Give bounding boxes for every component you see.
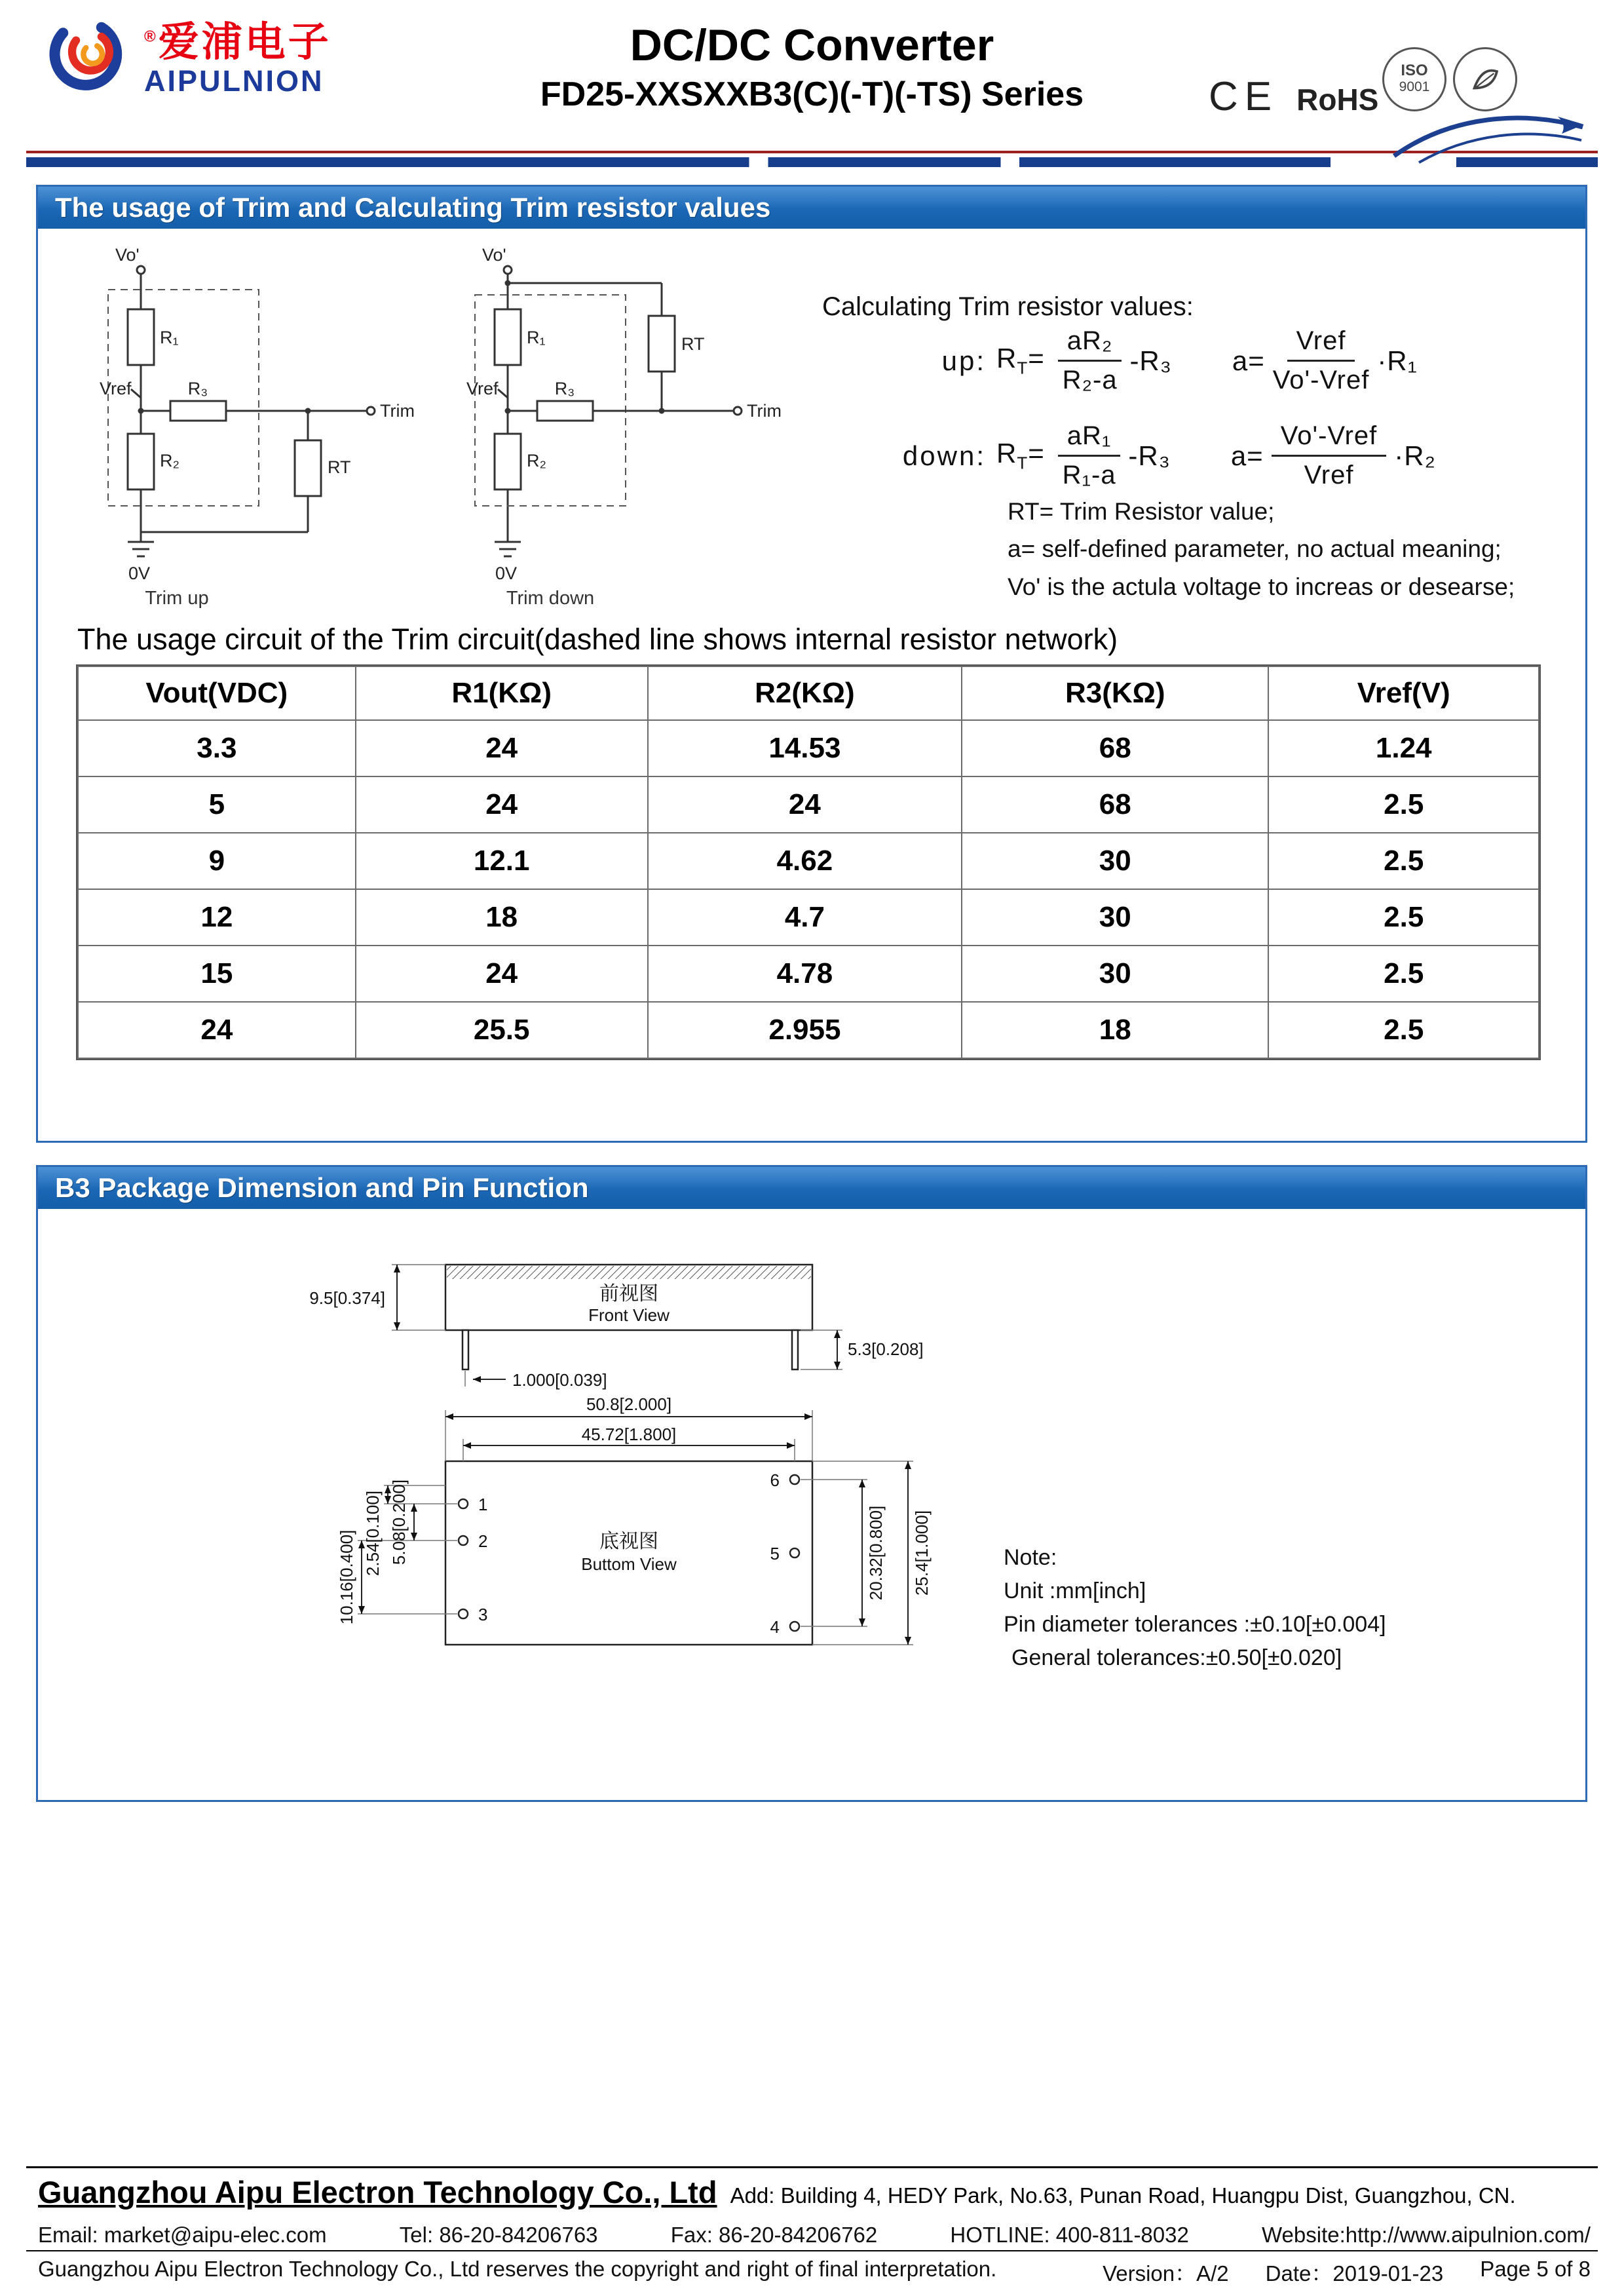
formula-down-lhs: $R_T=$ — [996, 438, 1045, 473]
note-line: General tolerances:±0.50[±0.020] — [1011, 1645, 1342, 1670]
circuit-up-vref-label: Vref — [100, 379, 132, 398]
iso9001-badge: ISO 9001 — [1382, 47, 1446, 111]
formula-up-tail1: -R₃ — [1129, 345, 1172, 376]
table-cell: 25.5 — [356, 1002, 648, 1058]
leaf-icon — [1465, 60, 1505, 99]
formula-up-frac1: $\frac{\text{aR₂}}{\text{R₂-a}}$ — [1058, 326, 1122, 395]
footer-copyright: Guangzhou Aipu Electron Technology Co., Ltd reserves the copyright and right of final interpretation. — [38, 2257, 997, 2281]
table-cell: 4.7 — [648, 889, 962, 946]
circuit-up-r1-label: R₁ — [160, 328, 179, 347]
table-cell: 24 — [648, 776, 962, 833]
calc-title: Calculating Trim resistor values: — [822, 292, 1194, 321]
table-cell: 2.5 — [1268, 833, 1539, 889]
pin-number-5: 5 — [770, 1544, 780, 1563]
document-title-block — [0, 20, 1624, 114]
brand-name-cn: ®爱浦电子 — [144, 20, 331, 66]
formula-note: Vo' is the actula voltage to increas or desearse; — [1008, 573, 1515, 600]
formula-note: RT= Trim Resistor value; — [1008, 498, 1275, 525]
footer-date: Date：2019-01-23 — [1265, 2261, 1444, 2286]
note-line: Unit :mm[inch] — [1004, 1578, 1146, 1603]
table-row — [78, 776, 1539, 833]
footer-address: Add: Building 4, HEDY Park, No.63, Punan Road, Huangpu Dist, Guangzhou, CN. — [730, 2183, 1516, 2208]
circuit-up-r3-label: R₃ — [187, 379, 208, 398]
pin-number-4: 4 — [770, 1617, 780, 1637]
footer-tel: Tel: 86-20-84206763 — [399, 2223, 598, 2247]
footer-page-number: Page 5 of 8 — [1480, 2257, 1591, 2281]
formula-up-a-eq: a= — [1232, 345, 1265, 376]
package-dimension-drawing — [249, 1245, 1166, 1789]
formula-down-frac2: $\frac{\text{Vo'-Vref}}{\text{Vref}}$ — [1272, 421, 1387, 490]
trim-formulas — [865, 326, 1436, 490]
note-title: Note: — [1004, 1545, 1057, 1570]
dim-pin-length: 5.3[0.208] — [848, 1339, 924, 1359]
formula-note: a= self-defined parameter, no actual meaning; — [1008, 535, 1501, 563]
circuit-down-gnd-label: 0V — [495, 564, 518, 583]
footer-website: Website:http://www.aipulnion.com/ — [1262, 2223, 1591, 2247]
circuit-up-rt-label: RT — [328, 457, 351, 477]
formula-up-frac2: $\frac{\text{Vref}}{\text{Vo'-Vref}}$ — [1272, 326, 1370, 394]
formula-down-a-eq: a= — [1230, 440, 1264, 471]
table-cell: 68 — [962, 720, 1268, 776]
circuit-up-caption: Trim up — [145, 588, 209, 609]
jet-swoosh-icon — [1389, 98, 1592, 174]
formula-down-tail1: -R₃ — [1128, 440, 1171, 471]
table-cell: 9 — [78, 833, 356, 889]
circuit-down-r3-label: R₃ — [554, 379, 575, 398]
formula-down — [865, 421, 1436, 490]
rohs-label: RoHS — [1296, 83, 1379, 117]
formula-down-prefix: down: — [902, 440, 986, 471]
table-cell: 30 — [962, 833, 1268, 889]
table-cell: 30 — [962, 889, 1268, 946]
table-caption: The usage circuit of the Trim circuit(dashed line shows internal resistor network) — [77, 622, 1118, 656]
table-cell: 24 — [356, 946, 648, 1002]
trim-circuits-diagram — [92, 244, 845, 611]
table-header: R3(KΩ) — [962, 666, 1268, 720]
table-cell: 24 — [356, 776, 648, 833]
table-cell: 1.24 — [1268, 720, 1539, 776]
certification-marks — [1209, 73, 1378, 120]
section-trim-header: The usage of Trim and Calculating Trim resistor values — [38, 187, 1585, 229]
table-header: Vref(V) — [1268, 666, 1539, 720]
footer-company-name: Guangzhou Aipu Electron Technology Co., Ltd — [38, 2175, 717, 2210]
footer-divider-top — [26, 2166, 1598, 2168]
dim-right-inner: 20.32[0.800] — [866, 1505, 886, 1601]
table-cell: 68 — [962, 776, 1268, 833]
table-row — [78, 889, 1539, 946]
circuit-up-vo-label: Vo' — [115, 245, 140, 265]
formula-up — [865, 326, 1436, 395]
formula-notes — [1008, 493, 1515, 605]
footer-fax: Fax: 86-20-84206762 — [670, 2223, 878, 2247]
table-row — [78, 833, 1539, 889]
table-cell: 15 — [78, 946, 356, 1002]
trim-down-circuit — [466, 245, 782, 609]
table-cell: 24 — [78, 1002, 356, 1058]
dim-left-inner: 5.08[0.200] — [389, 1479, 409, 1565]
circuit-down-vref-label: Vref — [466, 379, 499, 398]
registered-mark: ® — [144, 28, 159, 46]
pin-number-6: 6 — [770, 1470, 780, 1490]
table-row — [78, 720, 1539, 776]
front-view-label-cn: 前视图 — [599, 1283, 658, 1305]
dim-left-mid: 2.54[0.100] — [363, 1490, 383, 1577]
table-header: R2(KΩ) — [648, 666, 962, 720]
footer-legal-row — [38, 2257, 1591, 2287]
circuit-down-rt-label: RT — [681, 334, 705, 354]
bottom-view — [337, 1394, 932, 1645]
table-cell: 4.62 — [648, 833, 962, 889]
table-cell: 18 — [356, 889, 648, 946]
dim-left-outer: 10.16[0.400] — [337, 1529, 356, 1625]
table-cell: 2.955 — [648, 1002, 962, 1058]
footer-hotline: HOTLINE: 400-811-8032 — [950, 2223, 1189, 2247]
doc-subtitle: FD25-XXSXXB3(C)(-T)(-TS) Series — [540, 75, 1084, 113]
circuit-down-caption: Trim down — [506, 588, 595, 609]
table-cell: 2.5 — [1268, 889, 1539, 946]
package-note — [1004, 1541, 1386, 1675]
front-view — [309, 1265, 923, 1390]
header-rule-blue — [26, 157, 1598, 167]
front-view-label-en: Front View — [588, 1305, 670, 1325]
bottom-view-label-cn: 底视图 — [599, 1531, 658, 1552]
formula-up-lhs: $R_T=$ — [996, 343, 1045, 378]
table-cell: 24 — [356, 720, 648, 776]
trim-up-circuit — [100, 245, 415, 609]
table-cell: 5 — [78, 776, 356, 833]
table-header: R1(KΩ) — [356, 666, 648, 720]
table-cell: 30 — [962, 946, 1268, 1002]
formula-up-tail2: ·R₁ — [1377, 345, 1418, 376]
circuit-down-trim-label: Trim — [747, 401, 782, 421]
table-row — [78, 946, 1539, 1002]
note-line: Pin diameter tolerances :±0.10[±0.004] — [1004, 1612, 1386, 1637]
circuit-up-r2-label: R₂ — [160, 451, 179, 470]
ce-mark: CE — [1209, 74, 1279, 119]
formula-down-frac1: $\frac{\text{aR₁}}{\text{R₁-a}}$ — [1058, 421, 1121, 490]
table-cell: 18 — [962, 1002, 1268, 1058]
section-package-header: B3 Package Dimension and Pin Function — [38, 1167, 1585, 1209]
pin-number-2: 2 — [478, 1531, 488, 1551]
circuit-down-vo-label: Vo' — [482, 245, 506, 265]
footer-contact-row — [38, 2223, 1591, 2248]
circuit-up-gnd-label: 0V — [128, 564, 151, 583]
dim-pin-diameter: 1.000[0.039] — [512, 1370, 607, 1390]
header-rule-red — [26, 151, 1598, 153]
table-cell: 14.53 — [648, 720, 962, 776]
dim-right-outer: 25.4[1.000] — [912, 1510, 932, 1596]
doc-title: DC/DC Converter — [630, 20, 994, 70]
table-cell: 12.1 — [356, 833, 648, 889]
formula-down-tail2: ·R₂ — [1394, 440, 1436, 471]
table-cell: 2.5 — [1268, 946, 1539, 1002]
circuit-down-r2-label: R₂ — [527, 451, 546, 470]
table-cell: 2.5 — [1268, 1002, 1539, 1058]
dim-width-outer: 50.8[2.000] — [586, 1394, 672, 1414]
formula-up-prefix: up: — [941, 345, 986, 376]
footer-company-row — [38, 2174, 1591, 2210]
circuit-down-r1-label: R₁ — [527, 328, 546, 347]
trim-resistor-table — [77, 666, 1539, 1059]
dim-body-height: 9.5[0.374] — [309, 1288, 385, 1308]
footer-divider-bottom — [26, 2250, 1598, 2251]
table-cell: 2.5 — [1268, 776, 1539, 833]
table-cell: 3.3 — [78, 720, 356, 776]
table-header-row — [78, 666, 1539, 720]
circuit-up-trim-label: Trim — [380, 401, 415, 421]
table-header: Vout(VDC) — [78, 666, 356, 720]
table-row — [78, 1002, 1539, 1058]
bottom-view-label-en: Buttom View — [581, 1554, 677, 1574]
brand-name-en: AIPULNION — [144, 64, 324, 98]
pin-number-3: 3 — [478, 1605, 488, 1624]
dim-pin-span: 45.72[1.800] — [581, 1425, 677, 1444]
table-cell: 12 — [78, 889, 356, 946]
pin-number-1: 1 — [478, 1495, 488, 1514]
footer-email: Email: market@aipu-elec.com — [38, 2223, 327, 2247]
footer-version: Version：A/2 — [1103, 2261, 1229, 2286]
table-cell: 4.78 — [648, 946, 962, 1002]
